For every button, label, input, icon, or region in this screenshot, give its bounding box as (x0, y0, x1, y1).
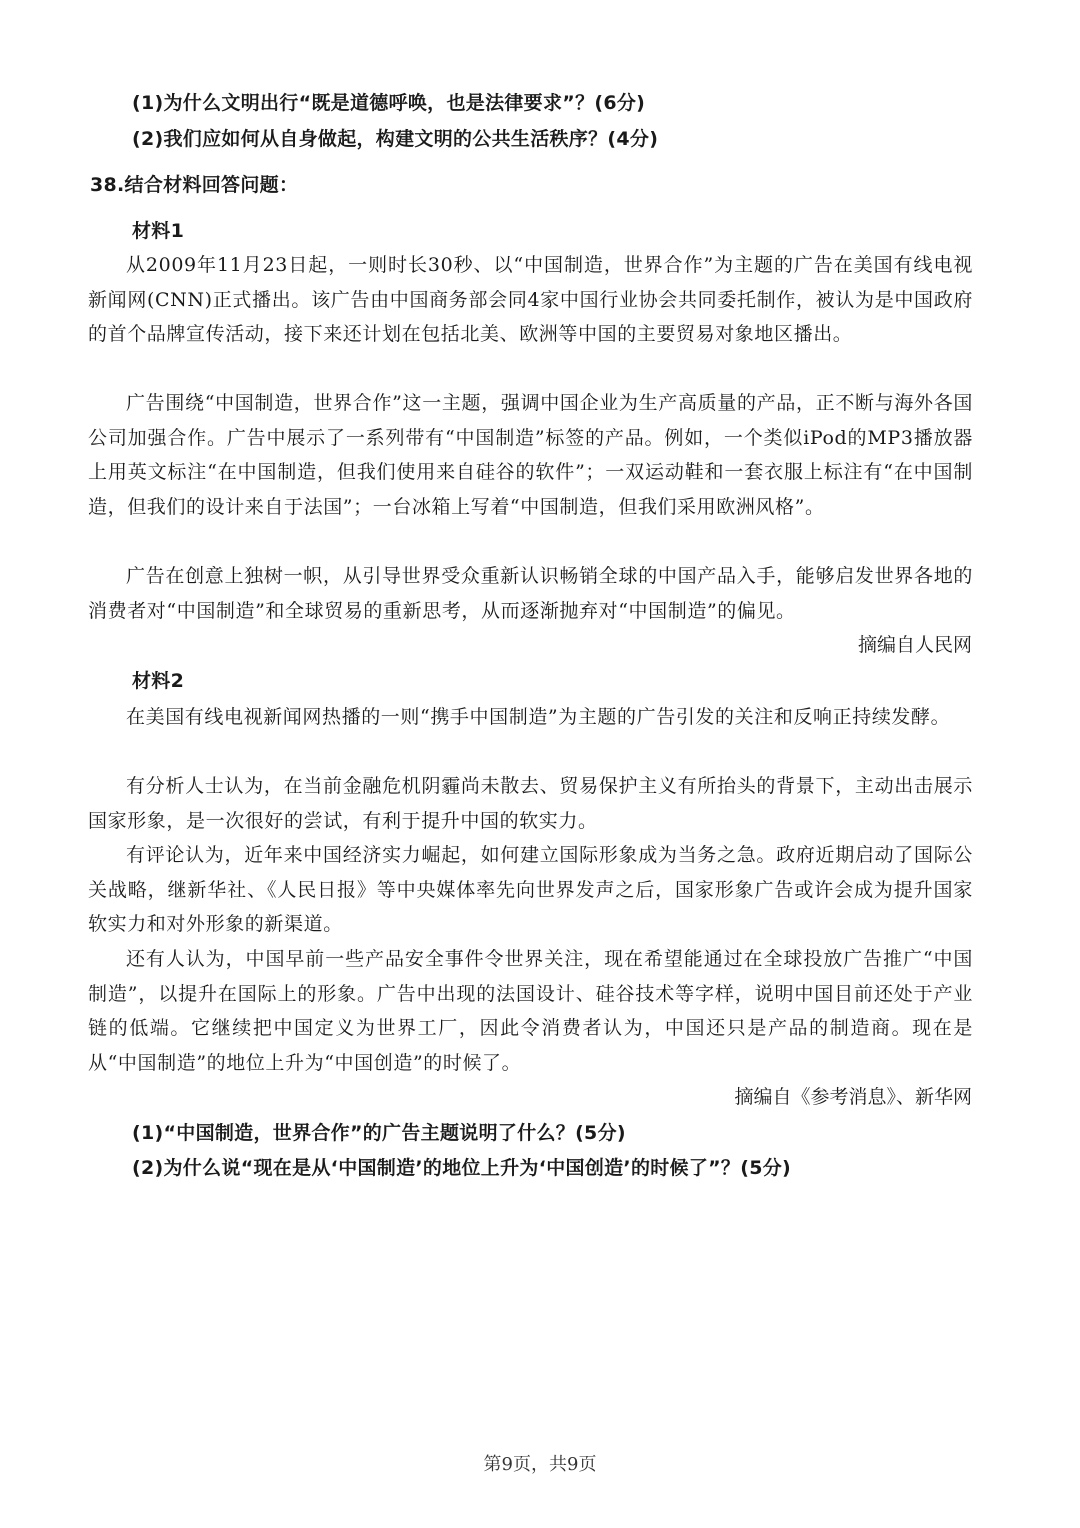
material1-source: 摘编自人民网 (857, 634, 972, 656)
material2-paragraph-2: 有分析人士认为，在当前金融危机阴霾尚未散去、贸易保护主义有所抬头的背景下，主动出击展示国家形象，是一次很好的尝试，有利于提升中国的软实力。 (88, 775, 973, 832)
material1-title: 材料1 (132, 220, 185, 242)
material2-paragraph-4: 还有人认为，中国早前一些产品安全事件令世界关注，现在希望能通过在全球投放广告推广“中国制造”，以提升在国际上的形象。广告中出现的法国设计、硅谷技术等字样，说明中国目前还处于产业链的低端。它继续把中国定义为世界工厂，因此令消费者认为，中国还只是产品的制造商。现在是从“中国制造”的地位上升为“中国创造”的时候了。 (88, 948, 973, 1074)
material2-title: 材料2 (132, 670, 185, 692)
material1-paragraph-2: 广告围绕“中国制造，世界合作”这一主题，强调中国企业为生产高质量的产品，正不断与海外各国公司加强合作。广告中展示了一系列带有“中国制造”标签的产品。例如，一个类似iPod的MP3播放器上用英文标注“在中国制造，但我们使用来自硅谷的软件”；一双运动鞋和一套衣服上标注有“在中国制造，但我们的设计来自于法国”；一台冰箱上写着“中国制造，但我们采用欧洲风格”。 (88, 392, 973, 518)
material1-paragraph-1: 从2009年11月23日起，一则时长30秒、以“中国制造，世界合作”为主题的广告在美国有线电视新闻网(CNN)正式播出。该广告由中国商务部会同4家中国行业协会共同委托制作，被认为是中国政府的首个品牌宣传活动，接下来还计划在包括北美、欧洲等中国的主要贸易对象地区播出。 (88, 254, 973, 345)
page-number-footer: 第9页，共9页 (483, 1454, 597, 1475)
q37-subquestion-1: (1)为什么文明出行“既是道德呼唤，也是法律要求”？(6分) (132, 92, 646, 114)
material2-source: 摘编自《参考消息》、新华网 (734, 1086, 972, 1108)
material1-paragraph-3: 广告在创意上独树一帜，从引导世界受众重新认识畅销全球的中国产品入手，能够启发世界各地的消费者对“中国制造”和全球贸易的重新思考，从而逐渐抛弃对“中国制造”的偏见。 (88, 565, 973, 622)
material2-paragraph-3: 有评论认为，近年来中国经济实力崛起，如何建立国际形象成为当务之急。政府近期启动了国际公关战略，继新华社、《人民日报》等中央媒体率先向世界发声之后，国家形象广告或许会成为提升国家软实力和对外形象的新渠道。 (88, 844, 973, 935)
q38-heading: 38.结合材料回答问题： (90, 174, 299, 196)
q38-subquestion-2: (2)为什么说“现在是从‘中国制造’的地位上升为‘中国创造’的时候了”？(5分) (132, 1157, 792, 1179)
q38-subquestion-1: (1)“中国制造，世界合作”的广告主题说明了什么？(5分) (132, 1122, 626, 1144)
q37-subquestion-2: (2)我们应如何从自身做起，构建文明的公共生活秩序？(4分) (132, 128, 659, 150)
material2-paragraph-1: 在美国有线电视新闻网热播的一则“携手中国制造”为主题的广告引发的关注和反响正持续发酵。 (126, 706, 951, 728)
